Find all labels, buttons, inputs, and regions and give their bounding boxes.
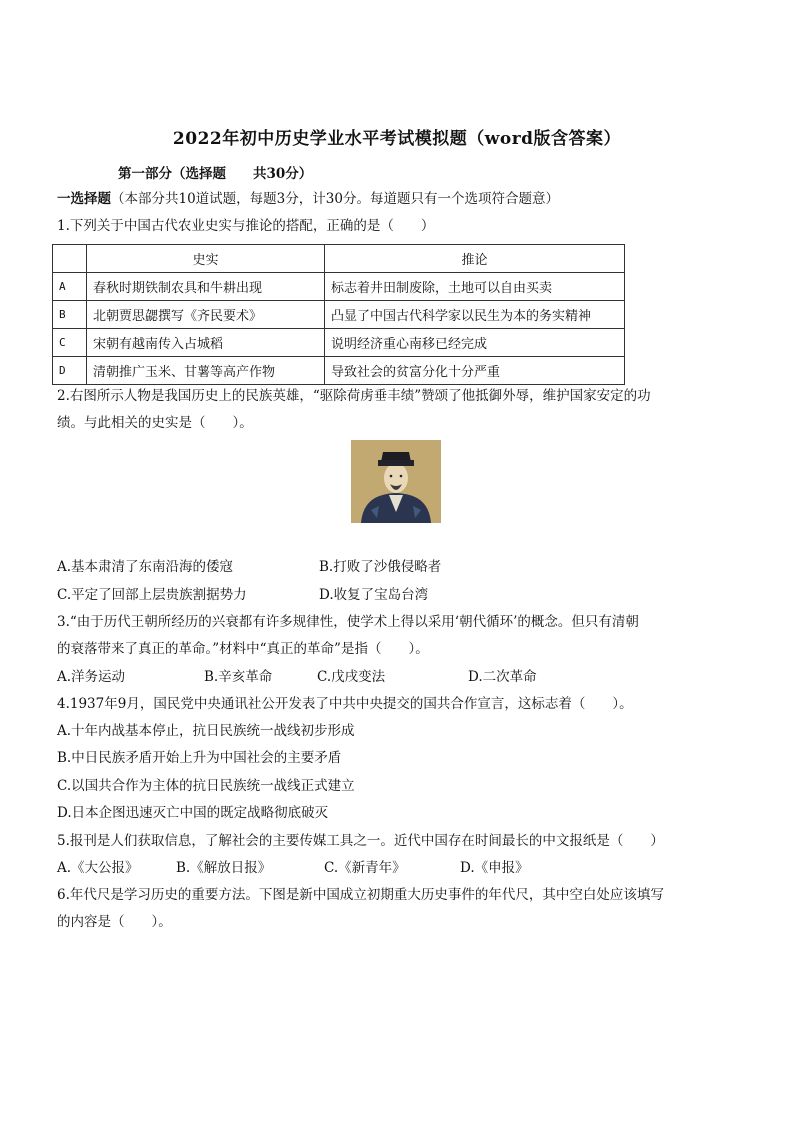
q5-option-b: B.《解放日报》	[176, 860, 272, 876]
instructions-bold: 一选择题	[57, 191, 111, 207]
q2-option-c: C.平定了回部上层贵族割据势力	[57, 587, 247, 603]
q6-stem-line2: 的内容是（ ）。	[57, 914, 172, 930]
table-header-cell	[53, 245, 87, 273]
q2-stem-line2: 绩。与此相关的史实是（ ）。	[57, 415, 253, 431]
portrait-image	[351, 440, 441, 523]
q2-option-d: D.收复了宝岛台湾	[319, 587, 429, 603]
q2-option-a: A.基本肃清了东南沿海的倭寇	[57, 559, 234, 575]
q3-stem-line1: 3.“由于历代王朝所经历的兴衰都有许多规律性，使学术上得以采用‘朝代循环’的概念。但只有清朝	[57, 614, 639, 630]
row-fact: 宋朝有越南传入占城稻	[87, 329, 325, 357]
q5-option-d: D.《申报》	[460, 860, 529, 876]
row-fact: 清朝推广玉米、甘薯等高产作物	[87, 357, 325, 385]
q3-option-a: A.洋务运动	[57, 669, 126, 685]
q4-option-b: B.中日民族矛盾开始上升为中国社会的主要矛盾	[57, 750, 342, 766]
q4-option-c: C.以国共合作为主体的抗日民族统一战线正式建立	[57, 778, 355, 794]
q4-stem: 4.1937年9月，国民党中央通讯社公开发表了中共中央提交的国共合作宣言，这标志着（ ）。	[57, 696, 633, 712]
row-inference: 标志着井田制废除，土地可以自由买卖	[325, 273, 625, 301]
q4-option-a: A.十年内战基本停止，抗日民族统一战线初步形成	[57, 723, 355, 739]
page-title: 2022年初中历史学业水平考试模拟题（word版含答案）	[172, 129, 622, 149]
row-label: D	[53, 357, 87, 385]
table-header-cell: 史实	[87, 245, 325, 273]
q5-option-a: A.《大公报》	[57, 860, 139, 876]
q5-stem: 5.报刊是人们获取信息，了解社会的主要传媒工具之一。近代中国存在时间最长的中文报纸是（ ）	[57, 833, 664, 849]
table-row	[53, 329, 625, 357]
instructions	[57, 189, 559, 209]
q1-stem: 1.下列关于中国古代农业史实与推论的搭配，正确的是（ ）	[57, 218, 435, 234]
section-heading: 第一部分（选择题 共30分）	[118, 166, 313, 182]
q6-stem-line1: 6.年代尺是学习历史的重要方法。下图是新中国成立初期重大历史事件的年代尺，其中空白处应该填写	[57, 887, 664, 903]
table-row	[53, 301, 625, 329]
row-label: C	[53, 329, 87, 357]
q3-stem-line2: 的衰落带来了真正的革命。”材料中“真正的革命”是指（ ）。	[57, 641, 429, 657]
table-header-cell: 推论	[325, 245, 625, 273]
row-fact: 春秋时期铁制农具和牛耕出现	[87, 273, 325, 301]
q3-option-b: B.辛亥革命	[204, 669, 273, 685]
row-label: B	[53, 301, 87, 329]
row-inference: 凸显了中国古代科学家以民生为本的务实精神	[325, 301, 625, 329]
q3-option-c: C.戊戌变法	[317, 669, 386, 685]
table-header-row	[53, 245, 625, 273]
q1-table	[52, 244, 625, 385]
table-row	[53, 357, 625, 385]
table-row	[53, 273, 625, 301]
q3-option-d: D.二次革命	[468, 669, 537, 685]
row-fact: 北朝贾思勰撰写《齐民要术》	[87, 301, 325, 329]
row-inference: 导致社会的贫富分化十分严重	[325, 357, 625, 385]
q2-stem-line1: 2.右图所示人物是我国历史上的民族英雄，“驱除荷虏垂丰绩”赞颂了他抵御外辱，维护国家安定的功	[57, 388, 651, 404]
row-inference: 说明经济重心南移已经完成	[325, 329, 625, 357]
q2-option-b: B.打败了沙俄侵略者	[319, 559, 442, 575]
q5-option-c: C.《新青年》	[324, 860, 406, 876]
q4-option-d: D.日本企图迅速灭亡中国的既定战略彻底破灭	[57, 805, 329, 821]
row-label: A	[53, 273, 87, 301]
instructions-text: （本部分共10道试题，每题3分，计30分。每道题只有一个选项符合题意）	[111, 191, 559, 207]
